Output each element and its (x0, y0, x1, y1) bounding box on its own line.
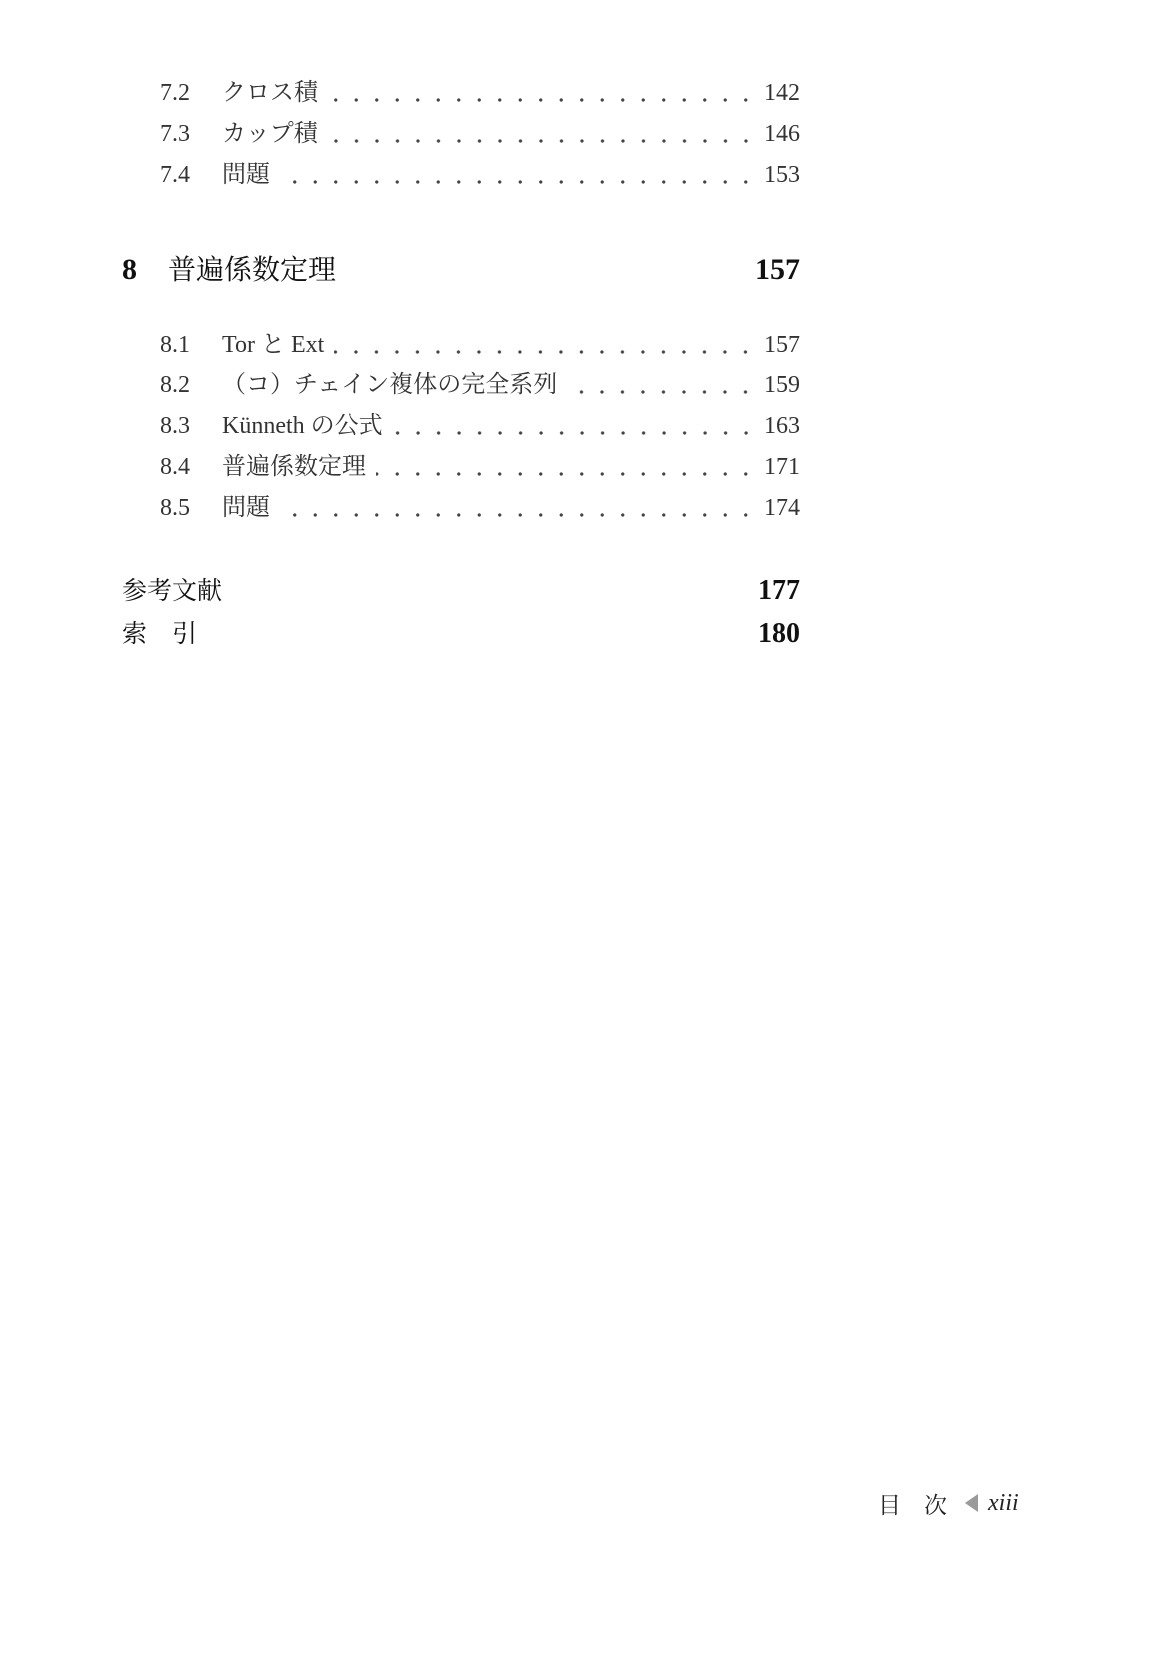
page-number: xiii (988, 1489, 1019, 1516)
section-title: 問題 (222, 495, 270, 521)
section-number: 8.5 (160, 495, 190, 521)
section-title: クロス積 (222, 80, 318, 106)
section-number: 8.4 (160, 454, 190, 480)
toc-chapter-entry[interactable] (122, 250, 800, 290)
section-page-number: 159 (764, 372, 800, 398)
section-number: 7.3 (160, 121, 190, 147)
section-page-number: 157 (764, 332, 800, 358)
toc-entry[interactable] (160, 411, 800, 441)
section-title: 問題 (222, 162, 270, 188)
section-number: 8.2 (160, 372, 190, 398)
toc-entry[interactable] (160, 160, 800, 190)
section-title: Tor と Ext (222, 332, 325, 358)
triangle-left-icon (965, 1494, 978, 1512)
section-page-number: 146 (764, 121, 800, 147)
section-page-number: 153 (764, 162, 800, 188)
dot-leader (376, 452, 756, 482)
dot-leader (567, 370, 756, 400)
section-page-number: 142 (764, 80, 800, 106)
dot-leader (334, 330, 756, 360)
back-matter-page-number: 180 (758, 618, 800, 649)
toc-entry[interactable] (160, 330, 800, 360)
section-page-number: 171 (764, 454, 800, 480)
running-head: 目 次 (878, 1492, 947, 1519)
toc-back-matter-entry[interactable] (122, 573, 800, 609)
back-matter-title: 索 引 (122, 619, 198, 648)
toc-back-matter-entry[interactable] (122, 616, 800, 652)
toc-entry[interactable] (160, 370, 800, 400)
dot-leader (280, 493, 756, 523)
toc-entry[interactable] (160, 119, 800, 149)
toc-entry[interactable] (160, 78, 800, 108)
dot-leader (393, 411, 756, 441)
section-number: 8.3 (160, 413, 190, 439)
dot-leader (280, 160, 756, 190)
back-matter-title: 参考文献 (122, 576, 223, 605)
chapter-page-number: 157 (755, 253, 800, 286)
chapter-title: 普遍係数定理 (168, 253, 337, 286)
dot-leader (328, 78, 756, 108)
section-page-number: 163 (764, 413, 800, 439)
toc-entry[interactable] (160, 452, 800, 482)
section-number: 7.4 (160, 162, 190, 188)
section-number: 7.2 (160, 80, 190, 106)
section-title: カップ積 (222, 121, 318, 147)
dot-leader (328, 119, 756, 149)
chapter-number: 8 (122, 253, 137, 286)
section-number: 8.1 (160, 332, 190, 358)
toc-entry[interactable] (160, 493, 800, 523)
section-title: 普遍係数定理 (222, 454, 366, 480)
section-title: Künneth の公式 (222, 413, 383, 439)
section-title: （コ）チェイン複体の完全系列 (222, 372, 558, 398)
back-matter-page-number: 177 (758, 575, 800, 606)
page-footer (878, 1488, 1019, 1518)
section-page-number: 174 (764, 495, 800, 521)
